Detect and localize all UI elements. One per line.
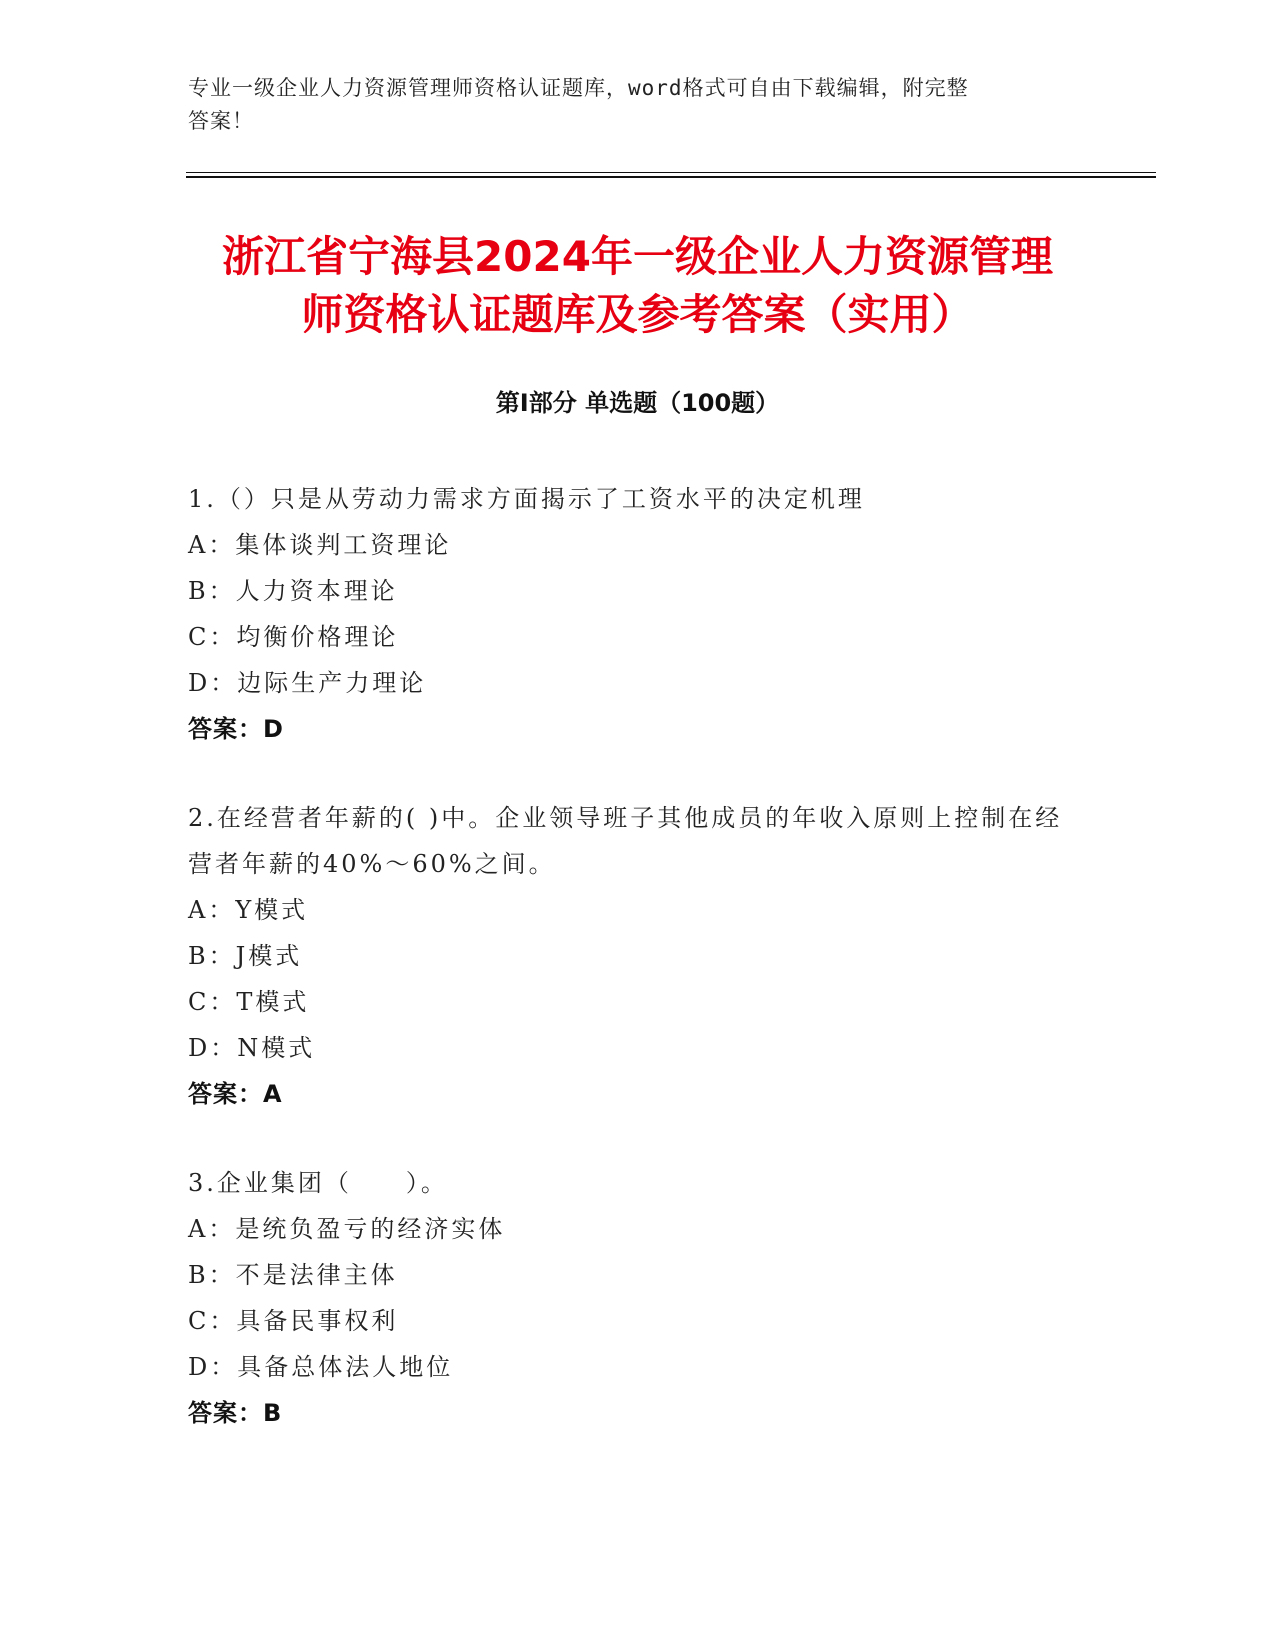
header-note-line-2: 答案！ [188,109,254,133]
header-rule-top [186,172,1156,173]
option-d: D：N模式 [188,1034,316,1062]
question-item [188,1160,1088,1436]
document-title-line-1: 浙江省宁海县2024年一级企业人力资源管理 [222,232,1053,281]
question-item [188,795,1088,1117]
option-d: D：边际生产力理论 [188,669,427,697]
option-b: B：人力资本理论 [188,577,398,605]
answer-line: 答案：A [188,1080,283,1108]
question-stem: 3.企业集团（ ）。 [188,1169,448,1197]
question-list [188,476,1088,1479]
option-c: C：具备民事权利 [188,1307,399,1335]
section-heading: 第Ⅰ部分 单选题（100题） [495,389,780,417]
answer-line: 答案：D [188,715,284,743]
answer-line: 答案：B [188,1399,283,1427]
option-a: A：集体谈判工资理论 [188,531,452,559]
document-title [150,228,1125,344]
option-a: A：Y模式 [188,896,309,924]
document-title-line-2: 师资格认证题库及参考答案（实用） [301,290,974,339]
option-c: C：均衡价格理论 [188,623,399,651]
option-a: A：是统负盈亏的经济实体 [188,1215,506,1243]
option-b: B：不是法律主体 [188,1261,398,1289]
header-rule-bottom [186,176,1156,178]
option-b: B：J模式 [188,942,303,970]
option-c: C：T模式 [188,988,310,1016]
question-stem: 1.（）只是从劳动力需求方面揭示了工资水平的决定机理 [188,485,865,513]
header-note-line-1: 专业一级企业人力资源管理师资格认证题库，word格式可自由下载编辑，附完整 [188,76,969,100]
header-note [188,72,1068,138]
question-item [188,476,1088,752]
question-stem: 2.在经营者年薪的( )中。企业领导班子其他成员的年收入原则上控制在经营者年薪的40%～60%之间。 [188,804,1063,878]
option-d: D：具备总体法人地位 [188,1353,454,1381]
